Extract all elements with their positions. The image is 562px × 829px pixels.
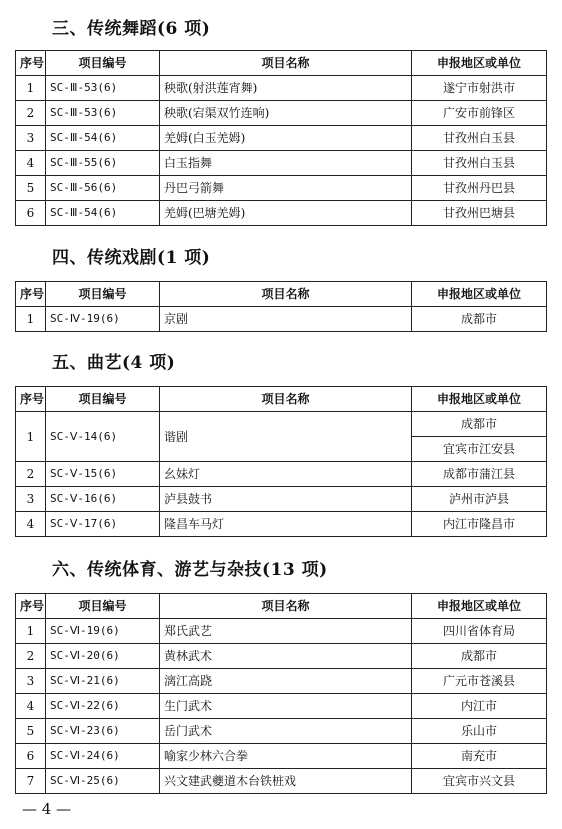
cell-region: 甘孜州巴塘县: [412, 201, 547, 226]
cell-region: 甘孜州丹巴县: [412, 176, 547, 201]
table-header-row: [16, 282, 547, 307]
cell-name: 幺妹灯: [160, 462, 412, 487]
cell-name: 喻家少林六合拳: [160, 744, 412, 769]
table-row: [16, 669, 547, 694]
cell-name: 生门武术: [160, 694, 412, 719]
header-no: 序号: [16, 594, 46, 619]
cell-name: 漓江高跷: [160, 669, 412, 694]
header-name: 项目名称: [160, 282, 412, 307]
cell-code: SC-Ⅵ-25(6): [46, 769, 160, 794]
cell-name: 郑氏武艺: [160, 619, 412, 644]
cell-name: 秧歌(射洪莲宵舞): [160, 76, 412, 101]
cell-region: 成都市: [412, 644, 547, 669]
cell-name: 黄林武术: [160, 644, 412, 669]
cell-name: 兴文建武夔道木台铁桩戏: [160, 769, 412, 794]
cell-region: 成都市蒲江县: [412, 462, 547, 487]
cell-no: 7: [16, 769, 46, 794]
cell-region: 宜宾市兴文县: [412, 769, 547, 794]
cell-name: 白玉指舞: [160, 151, 412, 176]
table-row: [16, 644, 547, 669]
cell-region: 内江市: [412, 694, 547, 719]
header-no: 序号: [16, 51, 46, 76]
table-row: [16, 619, 547, 644]
cell-no: 1: [16, 76, 46, 101]
table-sports-games-acrobatics: [15, 593, 547, 794]
table-row: [16, 412, 547, 437]
cell-no: 2: [16, 101, 46, 126]
cell-code: SC-Ⅵ-20(6): [46, 644, 160, 669]
cell-name: 丹巴弓箭舞: [160, 176, 412, 201]
cell-name: 岳门武术: [160, 719, 412, 744]
cell-no: 1: [16, 412, 46, 462]
cell-no: 4: [16, 694, 46, 719]
cell-code: SC-Ⅵ-19(6): [46, 619, 160, 644]
header-code: 项目编号: [46, 51, 160, 76]
cell-region: 乐山市: [412, 719, 547, 744]
table-row: [16, 151, 547, 176]
header-region: 申报地区或单位: [412, 594, 547, 619]
cell-code: SC-Ⅴ-16(6): [46, 487, 160, 512]
cell-name: 谐剧: [160, 412, 412, 462]
cell-region: 甘孜州白玉县: [412, 151, 547, 176]
cell-name: 隆昌车马灯: [160, 512, 412, 537]
cell-region: 南充市: [412, 744, 547, 769]
header-name: 项目名称: [160, 594, 412, 619]
cell-name: 京剧: [160, 307, 412, 332]
cell-code: SC-Ⅳ-19(6): [46, 307, 160, 332]
header-region: 申报地区或单位: [412, 387, 547, 412]
header-no: 序号: [16, 387, 46, 412]
cell-code: SC-Ⅵ-22(6): [46, 694, 160, 719]
header-region: 申报地区或单位: [412, 51, 547, 76]
cell-no: 4: [16, 151, 46, 176]
section-title-traditional-drama: 四、传统戏剧(1 项): [52, 248, 211, 268]
cell-region: 宜宾市江安县: [412, 437, 547, 462]
table-row: [16, 462, 547, 487]
cell-code: SC-Ⅴ-15(6): [46, 462, 160, 487]
cell-region: 成都市: [412, 412, 547, 437]
section-title-quyi: 五、曲艺(4 项): [52, 353, 176, 373]
cell-name: 羌姆(巴塘羌姆): [160, 201, 412, 226]
cell-code: SC-Ⅲ-55(6): [46, 151, 160, 176]
table-header-row: [16, 594, 547, 619]
cell-code: SC-Ⅵ-21(6): [46, 669, 160, 694]
table-row: [16, 487, 547, 512]
cell-code: SC-Ⅲ-54(6): [46, 201, 160, 226]
page-number: — 4 —: [22, 800, 72, 818]
cell-no: 2: [16, 644, 46, 669]
section-title-sports-games-acrobatics: 六、传统体育、游艺与杂技(13 项): [52, 560, 328, 580]
cell-code: SC-Ⅴ-17(6): [46, 512, 160, 537]
header-name: 项目名称: [160, 387, 412, 412]
table-traditional-drama: [15, 281, 547, 332]
cell-region: 甘孜州白玉县: [412, 126, 547, 151]
cell-region: 内江市隆昌市: [412, 512, 547, 537]
cell-code: SC-Ⅵ-23(6): [46, 719, 160, 744]
cell-no: 1: [16, 619, 46, 644]
cell-no: 2: [16, 462, 46, 487]
cell-no: 3: [16, 669, 46, 694]
header-code: 项目编号: [46, 594, 160, 619]
cell-name: 秧歌(宕渠双竹连响): [160, 101, 412, 126]
header-code: 项目编号: [46, 282, 160, 307]
cell-no: 1: [16, 307, 46, 332]
table-row: [16, 101, 547, 126]
table-row: [16, 694, 547, 719]
cell-code: SC-Ⅵ-24(6): [46, 744, 160, 769]
section-title-traditional-dance: 三、传统舞蹈(6 项): [52, 19, 211, 39]
table-row: [16, 126, 547, 151]
cell-name: 羌姆(白玉羌姆): [160, 126, 412, 151]
table-traditional-dance: [15, 50, 547, 226]
table-row: [16, 719, 547, 744]
table-row: [16, 769, 547, 794]
cell-region: 四川省体育局: [412, 619, 547, 644]
cell-region: 成都市: [412, 307, 547, 332]
table-row: [16, 76, 547, 101]
cell-name: 泸县鼓书: [160, 487, 412, 512]
cell-code: SC-Ⅲ-56(6): [46, 176, 160, 201]
cell-no: 4: [16, 512, 46, 537]
cell-code: SC-Ⅲ-53(6): [46, 76, 160, 101]
table-row: [16, 512, 547, 537]
cell-no: 6: [16, 201, 46, 226]
cell-code: SC-Ⅴ-14(6): [46, 412, 160, 462]
table-row: [16, 176, 547, 201]
cell-region: 遂宁市射洪市: [412, 76, 547, 101]
cell-no: 3: [16, 126, 46, 151]
table-header-row: [16, 387, 547, 412]
cell-region: 广元市苍溪县: [412, 669, 547, 694]
header-region: 申报地区或单位: [412, 282, 547, 307]
table-quyi: [15, 386, 547, 537]
cell-code: SC-Ⅲ-54(6): [46, 126, 160, 151]
cell-no: 3: [16, 487, 46, 512]
table-header-row: [16, 51, 547, 76]
table-row: [16, 201, 547, 226]
table-row: [16, 307, 547, 332]
header-no: 序号: [16, 282, 46, 307]
cell-no: 5: [16, 176, 46, 201]
cell-code: SC-Ⅲ-53(6): [46, 101, 160, 126]
header-code: 项目编号: [46, 387, 160, 412]
cell-region: 广安市前锋区: [412, 101, 547, 126]
table-row: [16, 744, 547, 769]
cell-no: 5: [16, 719, 46, 744]
cell-region: 泸州市泸县: [412, 487, 547, 512]
header-name: 项目名称: [160, 51, 412, 76]
cell-no: 6: [16, 744, 46, 769]
